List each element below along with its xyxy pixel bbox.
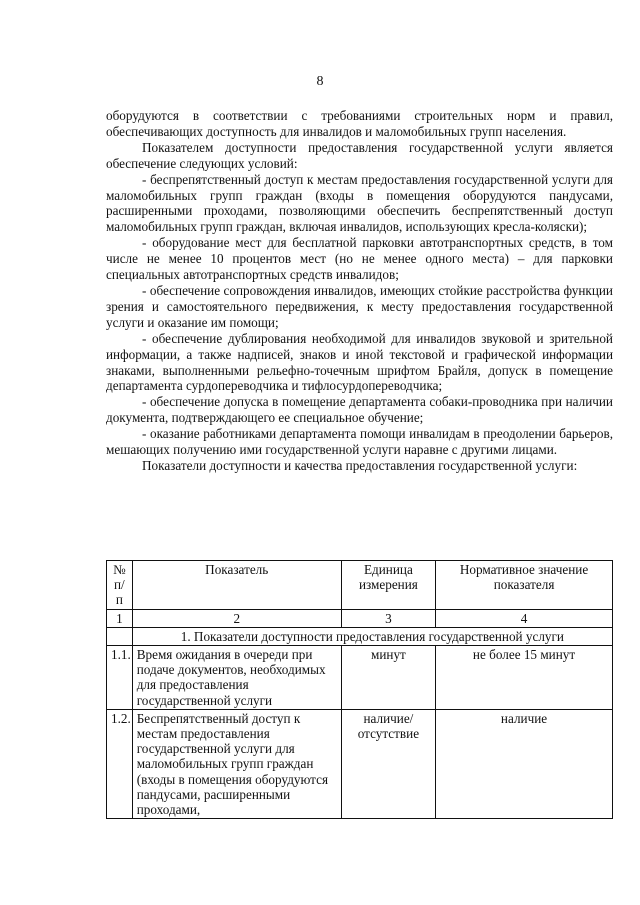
column-number: 3: [341, 609, 435, 627]
paragraph: Показатели доступности и качества предоставления государственной услуги:: [142, 457, 578, 473]
paragraph: - обеспечение сопровождения инвалидов, имеющих стойкие расстройства функции зрения и самостоятельного передвижения, к месту предоставления государственной услуги и оказание им помощи;: [106, 282, 613, 330]
row-indicator: Беспрепятственный доступ к местам предоставления государственной услуги для маломобильных групп граждан (входы в помещения оборудуются пандусами, расширенными проходами,: [132, 709, 341, 818]
paragraph: - обеспечение допуска в помещение департамента собаки-проводника при наличии документа, подтверждающего ее специальное обучение;: [106, 394, 613, 426]
row-unit: наличие/ отсутствие: [341, 709, 435, 818]
column-number: 2: [132, 609, 341, 627]
row-value: наличие: [436, 709, 613, 818]
paragraph: - обеспечение дублирования необходимой для инвалидов звуковой и зрительной информации, а также надписей, знаков и иной текстовой и графической информации знаками, выполненными рельефно-точечным шрифтом Брайля, допуск в помещение департамента сурдопереводчика и тифлосурдопереводчика;: [106, 330, 613, 394]
paragraph: - оборудование мест для бесплатной парковки автотранспортных средств, в том числе не менее 10 процентов мест (но не менее одного места) – для парковки специальных автотранспортных средств инвалидов;: [106, 235, 613, 283]
table-row: [107, 646, 613, 710]
header-indicator: Показатель: [132, 561, 341, 610]
paragraph: - оказание работниками департамента помощи инвалидам в преодолении барьеров, мешающих получению ими государственной услуги наравне с другими лицами.: [106, 426, 613, 458]
column-number: 4: [436, 609, 613, 627]
header-number: № п/п: [107, 561, 133, 610]
paragraph: оборудуются в соответствии с требованиями строительных норм и правил, обеспечивающих доступность для инвалидов и маломобильных групп населения.: [106, 108, 613, 139]
header-value: Нормативное значение показателя: [436, 561, 613, 610]
paragraph: Показателем доступности предоставления государственной услуги является обеспечение следующих условий:: [106, 139, 613, 171]
section-spacer: [107, 627, 133, 645]
header-unit: Единица измерения: [341, 561, 435, 610]
row-value: не более 15 минут: [436, 646, 613, 710]
column-number-row: [107, 609, 613, 627]
paragraph: - беспрепятственный доступ к местам предоставления государственной услуги для маломобильных групп граждан (входы в помещения оборудуются пандусами, расширенными проходами, позволяющими обеспечить беспрепятственный доступ маломобильных групп граждан, включая инвалидов, использующих кресла-коляски);: [106, 171, 613, 235]
indicators-table: [106, 560, 613, 819]
column-number: 1: [107, 609, 133, 627]
page-number: 8: [316, 74, 324, 89]
table-row: [107, 709, 613, 818]
row-number: 1.1.: [107, 646, 133, 710]
row-unit: минут: [341, 646, 435, 710]
row-indicator: Время ожидания в очереди при подаче документов, необходимых для предоставления государственной услуги: [132, 646, 341, 710]
section-title: 1. Показатели доступности предоставления государственной услуги: [132, 627, 612, 645]
section-row: [107, 627, 613, 645]
body-text: [106, 108, 613, 474]
row-number: 1.2.: [107, 709, 133, 818]
table-header-row: [107, 561, 613, 610]
